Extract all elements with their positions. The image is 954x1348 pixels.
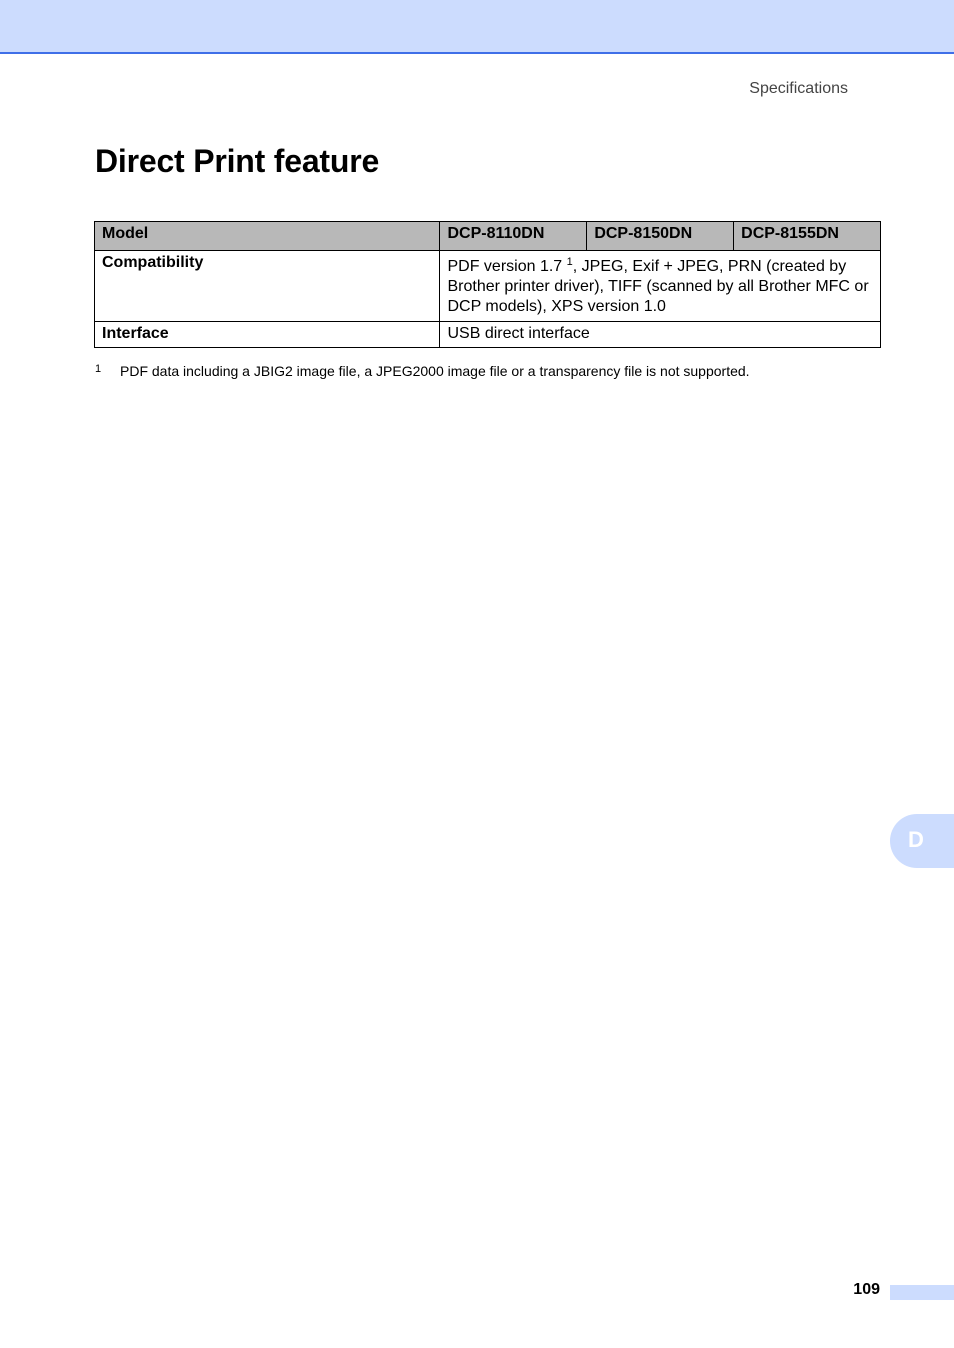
- compatibility-text-end: , JPEG, Exif + JPEG, PRN (created by Brother printer driver), TIFF (scanned by all Brother MFC or DCP models), XPS version 1.0: [447, 258, 869, 315]
- footer-band: [890, 1285, 954, 1300]
- table-header-row: [95, 222, 881, 251]
- compatibility-text-start: PDF version 1.7: [447, 258, 567, 275]
- footnote-reference[interactable]: 1: [566, 256, 573, 268]
- interface-value: USB direct interface: [440, 322, 881, 348]
- running-header: Specifications: [749, 80, 848, 97]
- page-number: 109: [853, 1281, 880, 1298]
- chapter-tab: D: [890, 814, 954, 868]
- header-model: Model: [95, 222, 440, 251]
- header-model-1: DCP-8110DN: [440, 222, 587, 251]
- header-model-2: DCP-8150DN: [587, 222, 734, 251]
- footnote-text: PDF data including a JBIG2 image file, a JPEG2000 image file or a transparency file is not supported.: [120, 363, 750, 379]
- page-title: Direct Print feature: [95, 143, 380, 179]
- footnote: [95, 361, 750, 381]
- table-row: [95, 251, 881, 322]
- row-label-compatibility: Compatibility: [95, 251, 440, 322]
- table-row: [95, 322, 881, 348]
- header-band: [0, 0, 954, 54]
- row-label-interface: Interface: [95, 322, 440, 348]
- header-model-3: DCP-8155DN: [734, 222, 881, 251]
- footnote-number: 1: [95, 363, 102, 375]
- compatibility-value: [440, 251, 881, 322]
- specifications-table: [94, 221, 881, 348]
